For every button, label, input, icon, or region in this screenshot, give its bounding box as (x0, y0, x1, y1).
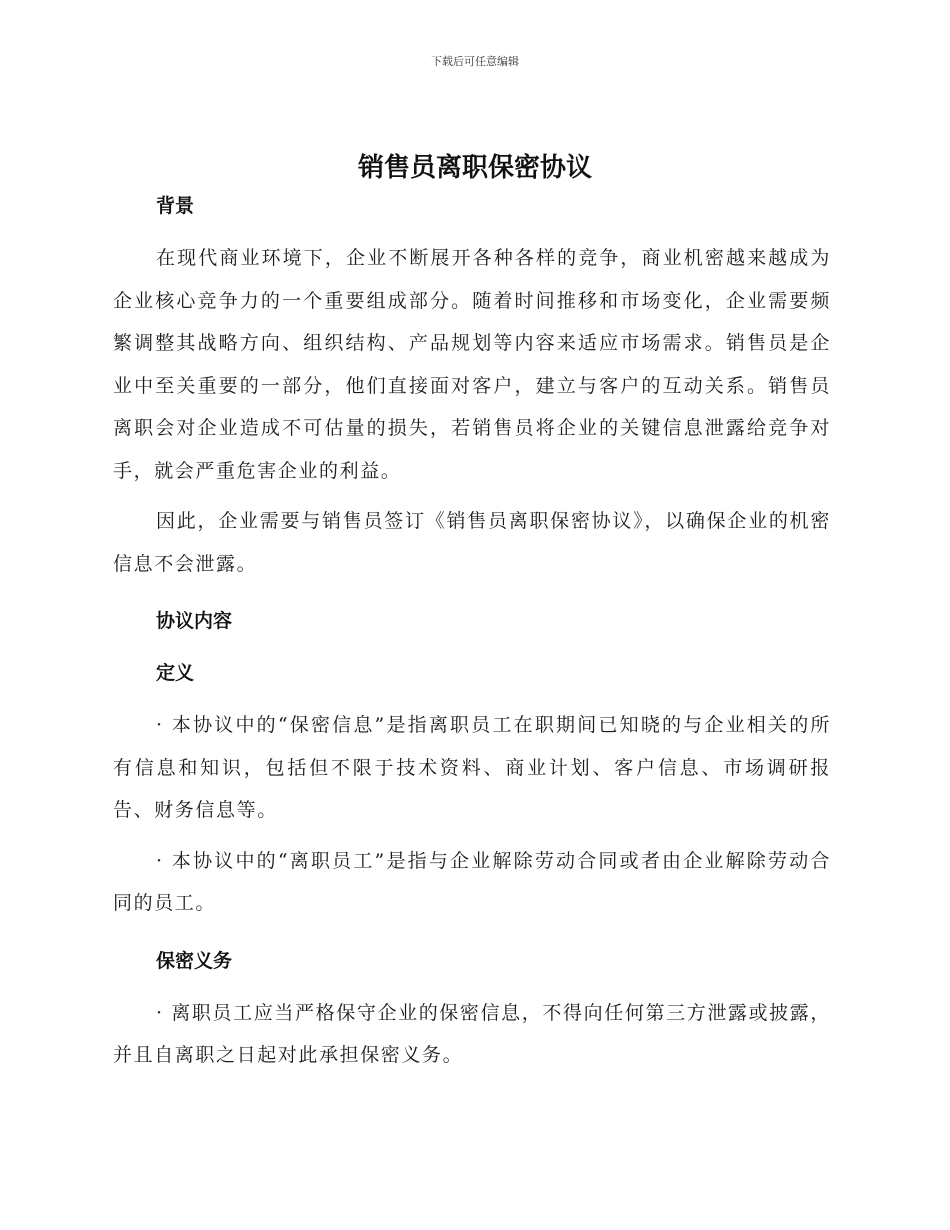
section-heading-background: 背景 (156, 195, 195, 217)
paragraph-background-2: 因此，企业需要与销售员签订《销售员离职保密协议》，以确保企业的机密信息不会泄露。 (113, 510, 831, 575)
header-note: 下载后可任意编辑 (431, 55, 519, 68)
document-body (113, 190, 831, 1077)
paragraph-definition-confidential-info: · 本协议中的“保密信息”是指离职员工在职期间已知晓的与企业相关的所有信息和知识，包括但不限于技术资料、商业计划、客户信息、市场调研报告、财务信息等。 (113, 714, 831, 821)
paragraph-definition-departing-employee: · 本协议中的“离职员工”是指与企业解除劳动合同或者由企业解除劳动合同的员工。 (113, 849, 831, 914)
paragraph-background-1: 在现代商业环境下，企业不断展开各种各样的竞争，商业机密越来越成为企业核心竞争力的一个重要组成部分。随着时间推移和市场变化，企业需要频繁调整其战略方向、组织结构、产品规划等内容来适应市场需求。销售员是企业中至关重要的一部分，他们直接面对客户，建立与客户的互动关系。销售员离职会对企业造成不可估量的损失，若销售员将企业的关键信息泄露给竞争对手，就会严重危害企业的利益。 (113, 247, 831, 482)
section-heading-confidentiality-duty: 保密义务 (156, 949, 233, 972)
document-title: 销售员离职保密协议 (357, 153, 592, 183)
section-heading-definitions: 定义 (156, 662, 195, 684)
paragraph-confidentiality-duty-1: · 离职员工应当严格保守企业的保密信息，不得向任何第三方泄露或披露，并且自离职之日起对此承担保密义务。 (113, 1001, 831, 1066)
section-heading-agreement-content: 协议内容 (156, 610, 233, 632)
